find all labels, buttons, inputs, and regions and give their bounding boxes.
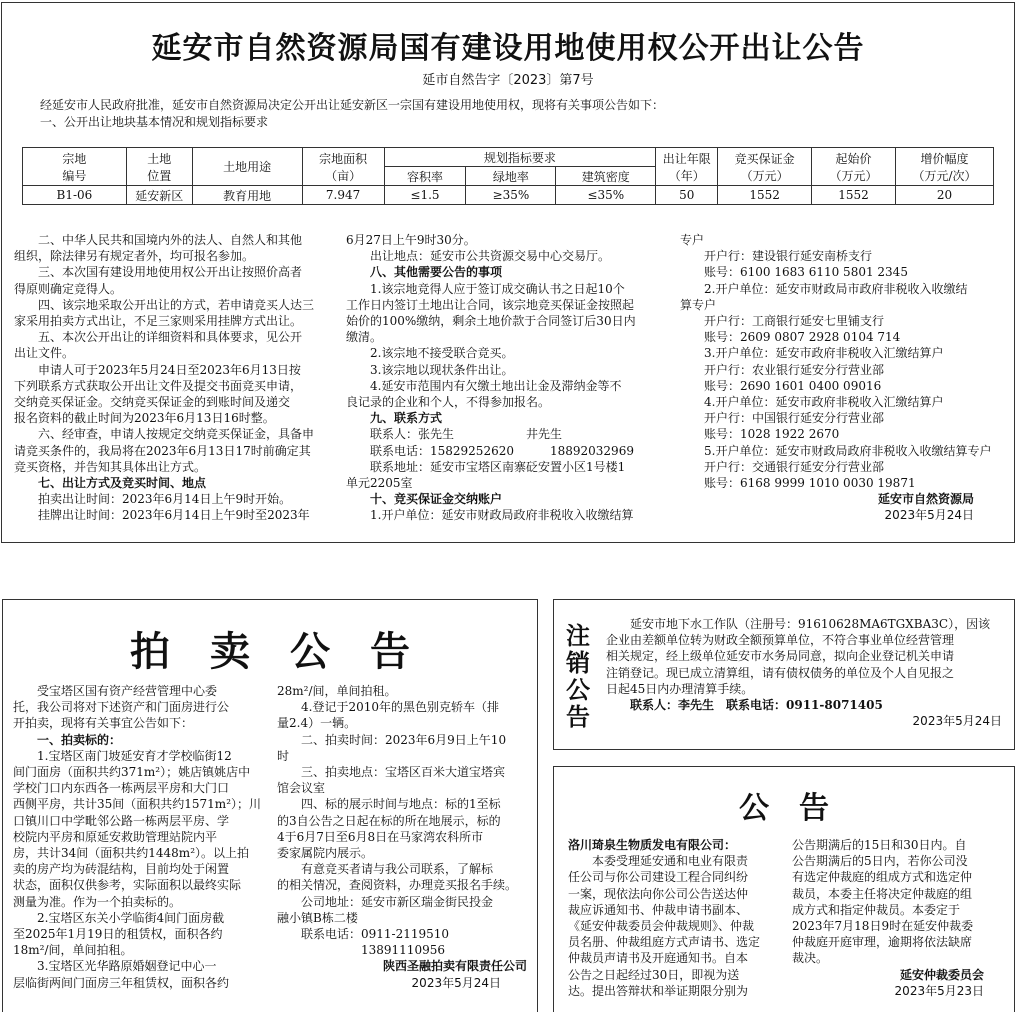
text-line: 专户	[680, 233, 705, 247]
text-line: 4.登记于2010年的黑色别克轿车（排	[277, 700, 499, 715]
text-line: 受宝塔区国有资产经营管理中心委	[13, 684, 218, 698]
text-line: 2.该宗地不接受联合竞买。	[346, 346, 514, 361]
text-line: 账号：2609 0807 2928 0104 714	[680, 330, 901, 345]
th-area: 宗地面积 （亩）	[302, 148, 384, 186]
text-line: 开拍卖，现将有关事宜公告如下：	[13, 716, 194, 731]
th-location: 土地 位置	[126, 148, 192, 186]
th-green: 绿地率	[466, 167, 556, 186]
text-line: 公告期满后的15日和30日内。自	[792, 838, 967, 852]
text-line: 算专户	[680, 297, 717, 312]
text-line: 仲裁庭开庭审理，逾期将依法缺席	[792, 935, 973, 950]
arbitration-title: 公 告	[739, 791, 829, 826]
text-line: 裁员，本委主任将决定仲裁庭的组	[792, 886, 973, 901]
text-line: 相关规定，经上级单位延安市水务局同意，拟向企业登记机关申请	[606, 649, 955, 664]
text-line: 账号：6100 1683 6110 5801 2345	[680, 265, 908, 280]
text-line: 开户行：交通银行延安分行营业部	[680, 459, 885, 474]
text-line: 三、拍卖地点：宝塔区百米大道宝塔宾	[277, 765, 506, 780]
text-line: 2.开户单位：延安市财政局市政府非税收入收缴结	[680, 281, 968, 296]
text-line: 开户行：建设银行延安南桥支行	[680, 249, 873, 264]
text-line: 家采用拍卖方式出让，不足三家则采用挂牌方式出让。	[14, 314, 303, 329]
text-line: 28m²/间，单间拍租。	[277, 684, 397, 698]
text-line: 卖的房产均为砖混结构，目前均处于闲置	[13, 862, 230, 877]
text-line: 测量为准。作为一个拍卖标的。	[13, 894, 182, 909]
text-line: 量2.4）一辆。	[277, 716, 357, 731]
text-line: 13891110956	[277, 943, 445, 958]
text-line: 开户行：工商银行延安七里铺支行	[680, 314, 885, 329]
land-notice-col-2	[346, 232, 670, 524]
text-line: 八、其他需要公告的事项	[346, 265, 503, 280]
date: 2023年5月24日	[411, 975, 501, 990]
text-line: 的3自公告之日起在标的所在地展示，标的	[277, 813, 501, 828]
signature: 延安市自然资源局	[877, 492, 974, 507]
land-notice-col-3	[680, 232, 1010, 524]
text-line: 联系人：李先生 联系电话：0911-8071405	[606, 698, 883, 713]
text-line: 学校门口内东西各一栋两层平房和大门口	[13, 781, 230, 796]
signature: 陕西圣融拍卖有限责任公司	[382, 959, 527, 974]
land-notice-intro: 经延安市人民政府批准，延安市自然资源局决定公开出让延安新区一宗国有建设用地使用权，现将有关事项公告如下：	[40, 98, 665, 112]
text-line: 18m²/间，单间拍租。	[13, 943, 133, 958]
land-notice-section-1: 一、公开出让地块基本情况和规划指标要求	[40, 115, 269, 129]
text-line: 联系人：张先生 井先生	[346, 427, 563, 442]
cell: ≤35%	[556, 186, 656, 205]
text-line: 1.宝塔区南门坡延安育才学校临街12	[13, 748, 232, 763]
text-line: 员名册、仲裁组庭方式声请书、选定	[568, 935, 761, 950]
text-line: 1.该宗地竞得人应于签订成交确认书之日起10个	[346, 281, 625, 296]
th-plan: 规划指标要求	[384, 148, 656, 167]
title-char: 注	[566, 621, 590, 650]
auction-title: 拍 卖 公 告	[130, 628, 410, 675]
cell: 20	[895, 186, 993, 205]
text-line: 《延安仲裁委员会仲裁规则》、仲裁	[568, 919, 755, 934]
text-line: 融小镇B栋二楼	[277, 910, 358, 925]
text-line: 六、经审查，申请人按规定交纳竞买保证金，具备申	[14, 427, 315, 442]
auction-col-2	[277, 683, 531, 991]
text-line: 间门面房（面积共约371m²）；姚店镇姚店中	[13, 765, 251, 780]
text-line: 状态，面积仅供参考，实际面积以最终实际	[13, 878, 242, 893]
text-line: 四、标的展示时间与地点：标的1至标	[277, 797, 501, 812]
text-line: 下列联系方式获取公开出让文件及提交书面竞买申请，	[14, 378, 303, 393]
text-line: 2023年7月18日9时在延安仲裁委	[792, 919, 974, 934]
text-line: 十、竞买保证金交纳账户	[346, 492, 503, 507]
text-line: 3.宝塔区光华路原婚姻登记中心一	[13, 959, 217, 974]
text-line: 得原则确定竞得人。	[14, 281, 123, 296]
arbitration-col-2	[792, 837, 1010, 999]
land-notice-doc-no: 延市自然告字〔2023〕第7号	[422, 73, 594, 88]
text-line: 托，我公司将对下述资产和门面房进行公	[13, 700, 230, 715]
text-line: 时	[277, 748, 290, 763]
text-line: 七、出让方式及竞买时间、地点	[14, 476, 207, 491]
title-char: 公	[566, 675, 590, 704]
text-line: 6月27日上午9时30分。	[346, 233, 476, 247]
text-line: 二、拍卖时间：2023年6月9日上午10	[277, 732, 507, 747]
text-line: 组织，除法律另有规定者外，均可报名参加。	[14, 249, 255, 264]
text-line: 申请人可于2023年5月24日至2023年6月13日按	[14, 362, 301, 377]
date: 2023年5月24日	[912, 714, 1002, 729]
table-row	[23, 186, 994, 205]
text-line: 延安市地下水工作队（注册号：91610628MA6TGXBA3C），因该	[606, 617, 991, 631]
cell: 50	[656, 186, 718, 205]
text-line: 请竞买条件的，我局将在2023年6月13日17时前确定其	[14, 443, 311, 458]
text-line: 口镇川口中学毗邻公路一栋两层平房、学	[13, 813, 230, 828]
text-line: 开户行：农业银行延安分行营业部	[680, 362, 885, 377]
text-line: 3.该宗地以现状条件出让。	[346, 362, 514, 377]
text-line: 企业由差额单位转为财政全额预算单位，不符合事业单位经营管理	[606, 633, 955, 648]
text-line: 公告期满后的5日内，若你公司没	[792, 854, 968, 869]
cell: ≤1.5	[384, 186, 466, 205]
text-line: 缴清。	[346, 330, 383, 345]
text-line: 二、中华人民共和国境内外的法人、自然人和其他	[14, 233, 303, 247]
land-notice	[1, 2, 1015, 543]
text-line: 至2025年1月19日的租赁权，面积各约	[13, 927, 223, 942]
text-line: 始价的100%缴纳，剩余土地价款于合同签订后30日内	[346, 314, 636, 329]
text-line: 校院内平房和原延安救助管理站院内平	[13, 829, 218, 844]
text-line: 四、该宗地采取公开出让的方式，若申请竞买人达三	[14, 297, 315, 312]
text-line: 达。提出答辩状和举证期限分别为	[568, 983, 749, 998]
text-line: 账号：1028 1922 2670	[680, 427, 840, 442]
text-line: 的相关情况，查阅资料，办理竞买报名手续。	[277, 878, 518, 893]
land-notice-col-1	[14, 232, 336, 524]
text-line: 裁应诉通知书、仲裁申请书副本、	[568, 902, 749, 917]
text-line: 1.开户单位：延安市财政局政府非税收入收缴结算	[346, 508, 634, 523]
cell: B1-06	[23, 186, 127, 205]
text-line: 一、拍卖标的：	[13, 732, 122, 747]
th-land-use: 土地用途	[192, 148, 302, 186]
text-line: 洛川琦泉生物质发电有限公司：	[568, 838, 737, 852]
auction-notice	[2, 599, 538, 1012]
text-line: 联系电话：0911-2119510	[277, 927, 450, 942]
title-char: 销	[566, 648, 590, 677]
text-line: 4.延安市范围内有欠缴土地出让金及滞纳金等不	[346, 378, 622, 393]
th-density: 建筑密度	[556, 167, 656, 186]
th-parcel-code: 宗地 编号	[23, 148, 127, 186]
text-line: 馆会议室	[277, 781, 326, 796]
cell: 1552	[812, 186, 896, 205]
text-line: 账号：6168 9999 1010 0030 19871	[680, 476, 916, 491]
text-line: 公告之日起经过30日，即视为送	[568, 967, 740, 982]
cell: ≥35%	[466, 186, 556, 205]
text-line: 本委受理延安通和电业有限责	[568, 854, 749, 869]
signature: 延安仲裁委员会	[899, 967, 984, 982]
text-line: 日起45日内办理清算手续。	[606, 681, 754, 696]
arbitration-col-1	[568, 837, 784, 999]
cell: 教育用地	[192, 186, 302, 205]
th-far: 容积率	[384, 167, 466, 186]
land-notice-title: 延安市自然资源局国有建设用地使用权公开出让公告	[151, 31, 865, 66]
th-increment: 增价幅度 （万元/次）	[895, 148, 993, 186]
text-line: 裁决。	[792, 951, 829, 966]
date: 2023年5月24日	[884, 508, 974, 523]
th-deposit: 竞买保证金 （万元）	[718, 148, 812, 186]
text-line: 挂牌出让时间：2023年6月14日上午9时至2023年	[14, 508, 310, 523]
text-line: 交纳竞买保证金。交纳竞买保证金的到账时间及递交	[14, 395, 291, 410]
text-line: 3.开户单位：延安市政府非税收入汇缴结算户	[680, 346, 944, 361]
text-line: 4于6月7日至6月8日在马家湾农科所市	[277, 829, 484, 844]
text-line: 5.开户单位：延安市财政局政府非税收入收缴结算专户	[680, 443, 992, 458]
title-char: 告	[566, 702, 590, 731]
text-line: 出让文件。	[14, 346, 75, 361]
text-line: 4.开户单位：延安市政府非税收入汇缴结算户	[680, 395, 944, 410]
text-line: 联系地址：延安市宝塔区南寨砭安置小区1号楼1	[346, 459, 626, 474]
text-line: 公司地址：延安市新区瑞金街民投金	[277, 894, 494, 909]
text-line: 良记录的企业和个人，不得参加报名。	[346, 395, 551, 410]
text-line: 出让地点：延安市公共资源交易中心交易厅。	[346, 249, 611, 264]
cancellation-notice	[553, 599, 1015, 750]
text-line: 工作日内签订土地出让合同，该宗地竞买保证金按照起	[346, 297, 635, 312]
text-line: 竞买资格，并告知其具体出让方式。	[14, 459, 207, 474]
text-line: 九、联系方式	[346, 411, 443, 426]
auction-col-1	[13, 683, 268, 991]
text-line: 房，共计34间（面积共约1448m²）。以上拍	[13, 846, 249, 861]
text-line: 一案，现依法向你公司公告送达仲	[568, 886, 749, 901]
text-line: 联系电话：15829252620 18892032969	[346, 443, 634, 458]
text-line: 层临街两间门面房三年租赁权，面积各约	[13, 975, 230, 990]
text-line: 单元2205室	[346, 476, 413, 491]
text-line: 五、本次公开出让的详细资料和具体要求，见公开	[14, 330, 303, 345]
text-line: 委家属院内展示。	[277, 846, 374, 861]
text-line: 有选定仲裁庭的组成方式和选定仲	[792, 870, 973, 885]
text-line: 2.宝塔区东关小学临街4间门面房截	[13, 910, 225, 925]
cell: 7.947	[302, 186, 384, 205]
text-line: 仲裁员声请书及开庭通知书。自本	[568, 951, 749, 966]
text-line: 开户行：中国银行延安分行营业部	[680, 411, 885, 426]
text-line: 成方式和指定仲裁员。本委定于	[792, 902, 961, 917]
text-line: 三、本次国有建设用地使用权公开出让按照价高者	[14, 265, 303, 280]
cell: 1552	[718, 186, 812, 205]
text-line: 西侧平房，共计35间（面积共约1571m²）；川	[13, 797, 261, 812]
cancellation-title	[564, 622, 592, 730]
text-line: 有意竞买者请与我公司联系，了解标	[277, 862, 494, 877]
date: 2023年5月23日	[894, 983, 984, 998]
text-line: 账号：2690 1601 0400 09016	[680, 378, 882, 393]
text-line: 报名资料的截止时间为2023年6月13日16时整。	[14, 411, 275, 426]
text-line: 任公司与你公司建设工程合同纠纷	[568, 870, 749, 885]
land-spec-table	[22, 147, 994, 205]
th-start-price: 起始价 （万元）	[812, 148, 896, 186]
cancellation-body	[606, 616, 1006, 729]
arbitration-notice	[553, 766, 1015, 1012]
text-line: 注销登记。现已成立清算组，请有债权债务的单位及个人自见报之	[606, 665, 955, 680]
cell: 延安新区	[126, 186, 192, 205]
th-years: 出让年限 （年）	[656, 148, 718, 186]
text-line: 拍卖出让时间：2023年6月14日上午9时开始。	[14, 492, 292, 507]
